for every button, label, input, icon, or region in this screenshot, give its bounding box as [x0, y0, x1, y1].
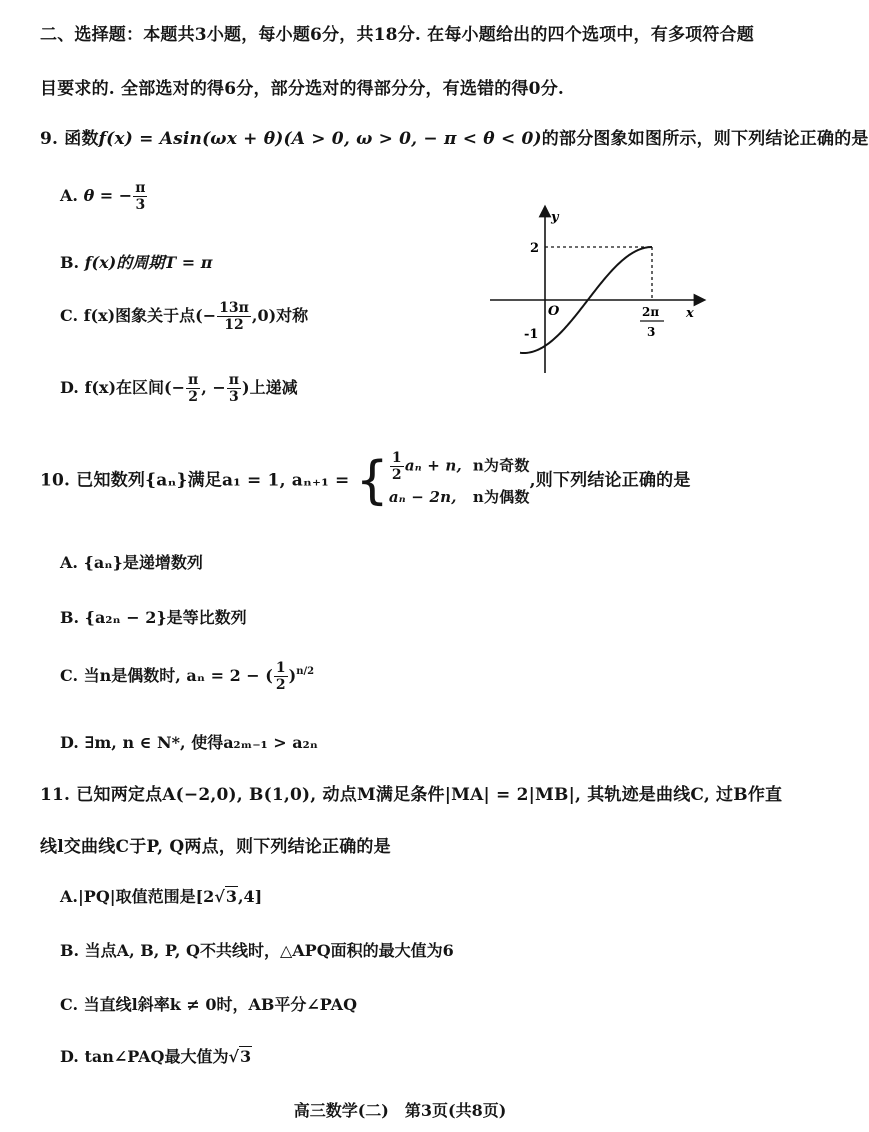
q9-option-c-label: C.: [60, 306, 79, 326]
q10-option-c-pre: 当n是偶数时, aₙ = 2 − (: [83, 666, 273, 686]
q9-option-b-label: B.: [60, 253, 80, 272]
x-tick-den: 3: [647, 325, 656, 339]
q10-option-c: [60, 660, 314, 693]
sqrt-sign: √: [214, 887, 225, 906]
q11-option-c-text: 当直线l斜率k ≠ 0时，AB平分∠PAQ: [83, 995, 358, 1014]
q10-case-1-expr: aₙ + n,: [404, 456, 462, 475]
q11-option-a: [60, 884, 262, 907]
q10-stem-suffix: ,则下列结论正确的是: [529, 470, 691, 491]
q10-option-d-label: D.: [60, 733, 79, 752]
y-intercept-label: -1: [524, 327, 539, 342]
q9-option-a: [60, 180, 148, 213]
q10-option-b-label: B.: [60, 608, 80, 627]
q11-option-d-radicand: 3: [240, 1047, 252, 1066]
frac-num: π: [188, 372, 199, 388]
q11-option-b: [60, 938, 454, 961]
q10-option-a-label: A.: [60, 553, 78, 572]
frac-den: 2: [275, 677, 286, 694]
q9-option-a-label: A.: [60, 186, 78, 206]
section-header-line-1: 二、选择题：本题共3小题，每小题6分，共18分. 在每小题给出的四个选项中，有多项符合题: [40, 25, 754, 45]
q10-case-1: [389, 450, 530, 483]
q9-option-d-mid: , −: [201, 378, 226, 398]
origin-label: O: [548, 304, 560, 319]
page-footer: 高三数学(二) 第3页(共8页): [293, 1101, 507, 1120]
q11-option-b-label: B.: [60, 941, 80, 960]
q11-option-a-label: A.: [60, 887, 78, 906]
q10-brace: {: [355, 450, 389, 511]
q10-case-2: [389, 483, 530, 512]
q10-case-2-cond: n为偶数: [472, 488, 530, 507]
q10-case-1-frac: [390, 450, 404, 483]
q10-cases: [389, 450, 530, 512]
frac-den: 2: [188, 389, 198, 406]
q10-option-c-frac: [274, 660, 288, 693]
q9-option-d-frac-1: [186, 372, 200, 405]
q9-option-a-text: θ = −: [83, 186, 133, 206]
q10-option-b: [60, 605, 247, 628]
q10-option-a: [60, 550, 203, 573]
q9-option-c-frac: [217, 300, 251, 333]
q9-option-d: [60, 372, 298, 405]
q10-option-c-post: ): [288, 666, 297, 686]
q9-stem-prefix: 9. 函数: [40, 129, 99, 149]
q10-option-a-text: {aₙ}是递增数列: [83, 553, 203, 572]
x-axis-label: x: [686, 306, 694, 321]
q11-option-c-label: C.: [60, 995, 79, 1014]
frac-num: 1: [391, 450, 402, 466]
q9-stem-suffix: 的部分图象如图所示，则下列结论正确的是: [541, 129, 869, 149]
q11-option-a-post: ,4]: [237, 887, 263, 906]
q10-option-c-label: C.: [60, 666, 79, 686]
q10-stem: [40, 450, 691, 512]
q9-option-c: [60, 300, 308, 333]
q9-option-b-text: f(x)的周期T = π: [84, 253, 213, 272]
q11-option-c: [60, 992, 357, 1015]
frac-num: π: [135, 180, 146, 196]
q9-option-d-label: D.: [60, 378, 79, 398]
q11-stem-line-1: 11. 已知两定点A(−2,0), B(1,0), 动点M满足条件|MA| = 2|MB|, 其轨迹是曲线C, 过B作直: [40, 785, 783, 805]
q11-option-a-radicand: 3: [225, 887, 237, 906]
q10-stem-prefix: 10. 已知数列{aₙ}满足a₁ = 1, aₙ₊₁ =: [40, 470, 350, 491]
frac-num: 1: [275, 660, 286, 676]
frac-den: 3: [229, 389, 239, 406]
q10-option-d-text: ∃m, n ∈ N*, 使得a₂ₘ₋₁ > a₂ₙ: [84, 733, 318, 752]
q9-option-d-pre: f(x)在区间(−: [84, 378, 185, 398]
q9-stem-formula: f(x) = Asin(ωx + θ)(A > 0, ω > 0, − π < θ < 0): [98, 129, 542, 149]
y-max-label: 2: [530, 241, 540, 256]
q11-option-a-pre: |PQ|取值范围是[2: [77, 887, 215, 906]
q9-option-b: [60, 250, 212, 273]
x-tick-num: 2π: [642, 305, 660, 319]
y-axis-label: y: [551, 210, 559, 225]
frac-den: 2: [391, 467, 402, 484]
q9-option-c-post: ,0)对称: [251, 306, 309, 326]
q10-option-d: [60, 730, 318, 753]
q10-case-2-expr: aₙ − 2n,: [388, 488, 457, 507]
q9-option-c-pre: f(x)图象关于点(−: [83, 306, 217, 326]
frac-num: 13π: [219, 300, 249, 316]
q10-option-c-exp: n/2: [296, 666, 315, 678]
sqrt-sign: √: [228, 1047, 239, 1066]
section-header-line-2: 目要求的. 全部选对的得6分，部分选对的得部分分，有选错的得0分.: [40, 79, 565, 99]
q10-option-b-text: {a₂ₙ − 2}是等比数列: [84, 608, 247, 627]
q11-option-d-pre: tan∠PAQ最大值为: [84, 1047, 229, 1066]
q10-case-1-cond: n为奇数: [472, 456, 530, 475]
frac-den: 3: [135, 197, 146, 214]
q11-option-b-text: 当点A, B, P, Q不共线时，△APQ面积的最大值为6: [84, 941, 454, 960]
frac-den: 12: [224, 317, 244, 334]
q11-stem-line-2: 线l交曲线C于P, Q两点，则下列结论正确的是: [40, 837, 391, 857]
frac-num: π: [228, 372, 240, 388]
q9-option-a-frac: [133, 180, 147, 213]
q11-option-d-label: D.: [60, 1047, 79, 1066]
q9-option-d-frac-2: [227, 372, 241, 405]
q9-sine-graph: [488, 205, 718, 380]
q9-stem: [40, 124, 869, 149]
q9-option-d-post: )上递减: [242, 378, 298, 398]
q11-option-d: [60, 1044, 252, 1067]
